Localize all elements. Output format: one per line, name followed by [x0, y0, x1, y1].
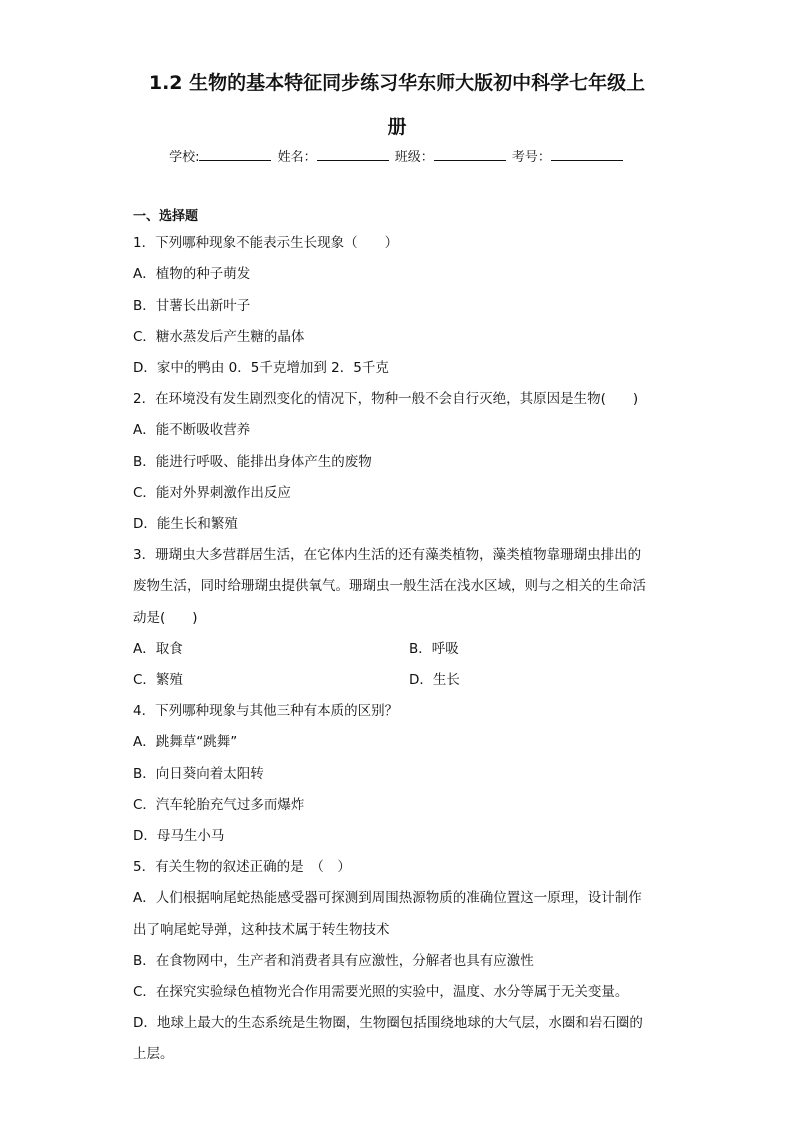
question-1-option-a: A．植物的种子萌发: [133, 266, 251, 282]
question-5-stem: 5．有关生物的叙述正确的是 （ ）: [133, 859, 351, 875]
question-4-option-a: A．跳舞草“跳舞”: [133, 734, 238, 750]
question-3-stem-line-3: 动是( ): [133, 610, 198, 626]
school-label: 学校:: [169, 150, 200, 165]
document-title-line-1: 1.2 生物的基本特征同步练习华东师大版初中科学七年级上: [148, 72, 646, 94]
question-2-option-b: B．能进行呼吸、能排出身体产生的废物: [133, 454, 372, 470]
question-3-option-d: D．生长: [409, 672, 460, 688]
exam-number-blank[interactable]: [551, 148, 623, 161]
question-4-option-c: C．汽车轮胎充气过多而爆炸: [133, 797, 305, 813]
question-2-option-a: A．能不断吸收营养: [133, 422, 251, 438]
question-4-option-b: B．向日葵向着太阳转: [133, 766, 264, 782]
question-3-option-a: A．取食: [133, 641, 183, 657]
document-title-line-2: 册: [387, 116, 407, 138]
question-3-option-c: C．繁殖: [133, 672, 183, 688]
question-3-stem-line-1: 3．珊瑚虫大多营群居生活，在它体内生活的还有藻类植物，藻类植物靠珊瑚虫排出的: [133, 547, 642, 563]
question-5-option-c: C．在探究实验绿色植物光合作用需要光照的实验中，温度、水分等属于无关变量。: [133, 984, 629, 1000]
question-1-stem: 1．下列哪种现象不能表示生长现象（ ）: [133, 235, 399, 251]
question-1-option-d: D．家中的鸭由 0．5千克增加到 2．5千克: [133, 360, 389, 376]
question-5-option-a-line-1: A．人们根据响尾蛇热能感受器可探测到周围热源物质的准确位置这一原理，设计制作: [133, 890, 642, 906]
class-label: 班级：: [394, 150, 434, 165]
question-1-option-c: C．糖水蒸发后产生糖的晶体: [133, 329, 305, 345]
question-5-option-b: B．在食物网中，生产者和消费者具有应激性，分解者也具有应激性: [133, 953, 534, 969]
student-info-row: [0, 146, 794, 165]
section-heading: 一、选择题: [133, 209, 199, 224]
class-blank[interactable]: [434, 148, 506, 161]
exam-number-label: 考号：: [511, 150, 551, 165]
name-blank[interactable]: [317, 148, 389, 161]
question-2-stem: 2．在环境没有发生剧烈变化的情况下，物种一般不会自行灭绝，其原因是生物( ): [133, 391, 639, 407]
name-label: 姓名：: [277, 150, 317, 165]
school-blank[interactable]: [199, 148, 271, 161]
question-3-stem-line-2: 废物生活，同时给珊瑚虫提供氧气。珊瑚虫一般生活在浅水区域，则与之相关的生命活: [133, 578, 646, 594]
question-1-option-b: B．甘薯长出新叶子: [133, 298, 251, 314]
question-5-option-d-line-2: 上层。: [133, 1046, 174, 1062]
question-2-option-c: C．能对外界刺激作出反应: [133, 485, 291, 501]
question-5-option-d-line-1: D．地球上最大的生态系统是生物圈，生物圈包括围绕地球的大气层，水圈和岩石圈的: [133, 1015, 643, 1031]
question-3-option-b: B．呼吸: [409, 641, 459, 657]
question-5-option-a-line-2: 出了响尾蛇导弹，这种技术属于转生物技术: [133, 922, 390, 938]
question-4-stem: 4．下列哪种现象与其他三种有本质的区别？: [133, 703, 399, 719]
question-4-option-d: D．母马生小马: [133, 828, 225, 844]
question-2-option-d: D．能生长和繁殖: [133, 516, 238, 532]
